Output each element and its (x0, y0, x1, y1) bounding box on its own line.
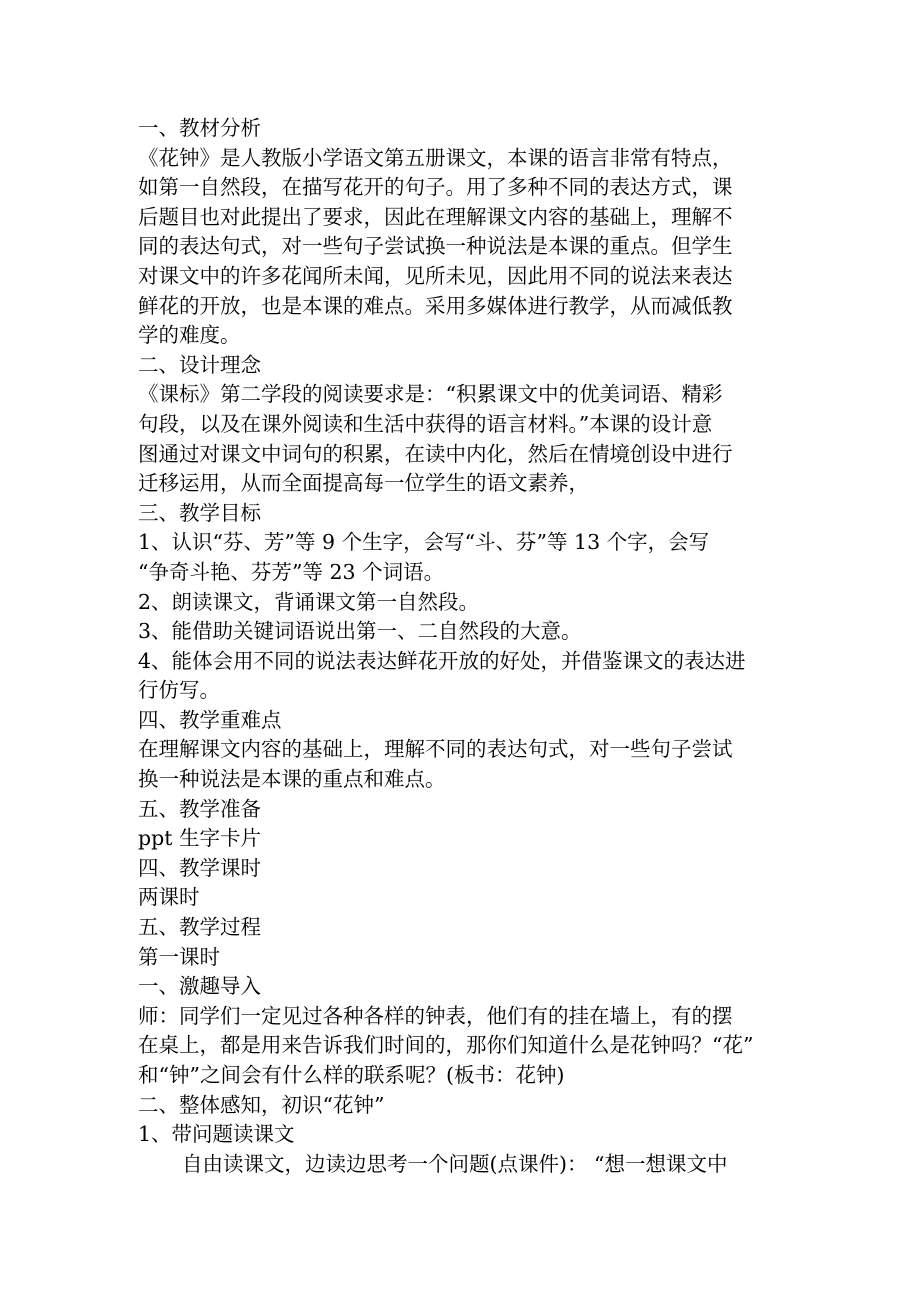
paragraph-line: 后题目也对此提出了要求，因此在理解课文内容的基础上，理解不 (138, 204, 733, 229)
goal-item: 1、认识“芬、芳”等 9 个生字，会写“斗、芬”等 13 个字，会写 (138, 530, 710, 555)
paragraph-line: 如第一自然段，在描写花开的句子。用了多种不同的表达方式，课 (138, 175, 733, 200)
goal-item: “争奇斗艳、芬芳”等 23 个词语。 (138, 559, 445, 584)
goal-item: 2、朗读课文，背诵课文第一自然段。 (138, 589, 480, 614)
paragraph-line: 换一种说法是本课的重点和难点。 (138, 767, 446, 792)
goal-item: 行仿写。 (138, 678, 220, 703)
goal-item: 4、能体会用不同的说法表达鲜花开放的好处，并借鉴课文的表达进 (138, 648, 746, 673)
heading-class-hours: 四、教学课时 (138, 855, 261, 880)
paragraph-line: 在桌上，都是用来告诉我们时间的，那你们知道什么是花钟吗？“花” (138, 1033, 754, 1058)
paragraph-line: 句段，以及在课外阅读和生活中获得的语言材料。”本课的设计意 (138, 411, 713, 436)
heading-key-difficulties: 四、教学重难点 (138, 707, 282, 732)
paragraph-line: 两课时 (138, 885, 200, 910)
paragraph-line: 《课标》第二学段的阅读要求是：“积累课文中的优美词语、精彩 (138, 382, 723, 407)
paragraph-line: 同的表达句式，对一些句子尝试换一种说法是本课的重点。但学生 (138, 234, 733, 259)
paragraph-line: 图通过对课文中词句的积累，在读中内化，然后在情境创设中进行 (138, 441, 733, 466)
subheading-introduction: 一、激趣导入 (138, 974, 261, 999)
heading-teaching-goals: 三、教学目标 (138, 500, 261, 525)
paragraph-line: 在理解课文内容的基础上，理解不同的表达句式，对一些句子尝试 (138, 737, 733, 762)
goal-item: 3、能借助关键词语说出第一、二自然段的大意。 (138, 619, 582, 644)
paragraph-line: 对课文中的许多花闻所未闻，见所未见，因此用不同的说法来表达 (138, 263, 733, 288)
paragraph-line: 师：同学们一定见过各种各样的钟表，他们有的挂在墙上，有的摆 (138, 1003, 733, 1028)
paragraph-line: 自由读课文，边读边思考一个问题(点课件)： “想一想课文中 (182, 1151, 728, 1176)
paragraph-line: 《花钟》是人教版小学语文第五册课文，本课的语言非常有特点， (138, 145, 733, 170)
subheading-first-lesson: 第一课时 (138, 944, 220, 969)
heading-teaching-process: 五、教学过程 (138, 915, 261, 940)
paragraph-line: 鲜花的开放，也是本课的难点。采用多媒体进行教学，从而减低教 (138, 293, 733, 318)
paragraph-line: ppt 生字卡片 (138, 826, 261, 851)
heading-preparation: 五、教学准备 (138, 796, 261, 821)
heading-design-concept: 二、设计理念 (138, 352, 261, 377)
paragraph-line: 和“钟”之间会有什么样的联系呢？(板书：花钟) (138, 1063, 565, 1087)
subheading-overall-perception: 二、整体感知，初识“花钟” (138, 1092, 385, 1117)
document-page (138, 114, 786, 1179)
paragraph-line: 学的难度。 (138, 323, 241, 348)
step-item: 1、带问题读课文 (138, 1122, 295, 1147)
paragraph-line: 迁移运用，从而全面提高每一位学生的语文素养， (138, 471, 589, 496)
heading-textbook-analysis: 一、教材分析 (138, 116, 261, 140)
